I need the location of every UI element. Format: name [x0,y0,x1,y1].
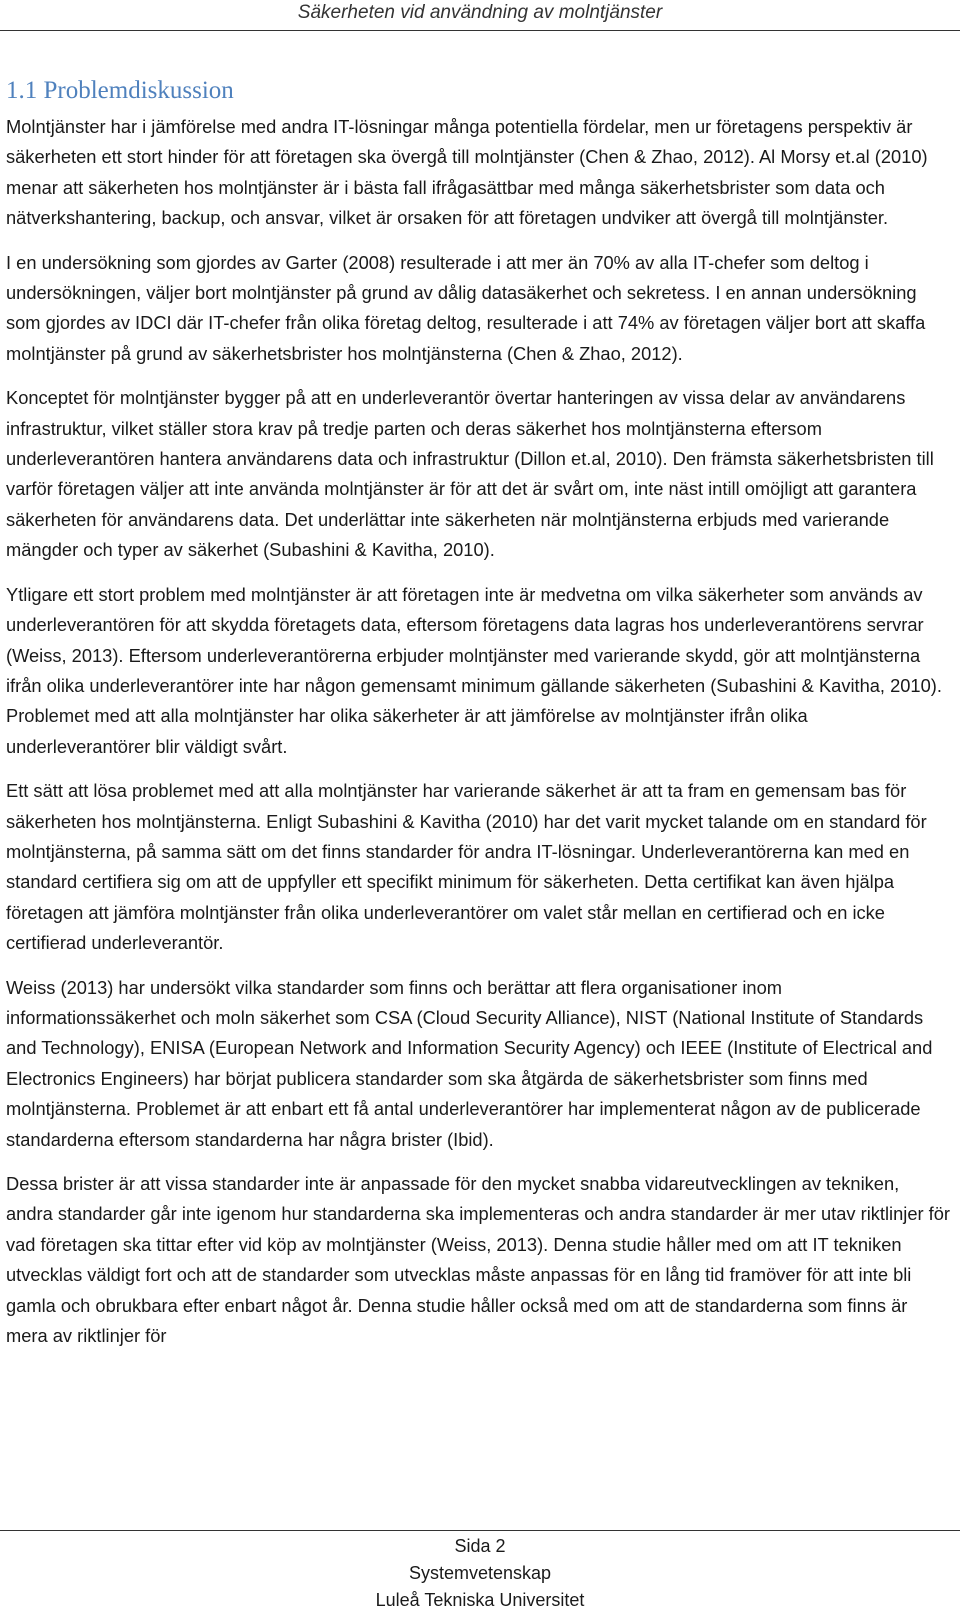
paragraph-7: Dessa brister är att vissa standarder inte är anpassade för den mycket snabba vidareutvecklingen av tekniken, andra standarder går inte igenom hur standarderna ska implementeras och andra standarder är mer utav riktlinjer för vad företagen ska tittar efter vid köp av molntjänster (Weiss, 2013). Denna studie håller med om att IT tekniken utvecklas väldigt fort och att de standarder som utvecklas måste anpassas för en lång tid framöver för att inte bli gamla och obrukbara efter enbart något år. Denna studie håller också med om att de standarderna som finns är mera av riktlinjer för [6,1173,951,1347]
running-title: Säkerheten vid användning av molntjänster [297,2,663,23]
paragraph-5: Ett sätt att lösa problemet med att alla molntjänster har varierande säkerhet är att ta fram en gemensam bas för säkerheten hos molntjänsterna. Enligt Subashini & Kavitha (2010) har det varit mycket talande om en standard för molntjänsterna, på samma sätt om det finns standarder för andra IT-lösningar. Underleverantörerna kan med en standard certifiera sig om att de uppfyller ett specifikt minimum för säkerheten. Detta certifikat kan även hjälpa företagen att jämföra molntjänster från olika underleverantörer om valet står mellan en certifierad och en icke certifierad underleverantör. [6,780,927,954]
page-header [0,0,960,31]
section-heading: 1.1 Problemdiskussion [6,77,234,104]
paragraph-1: Molntjänster har i jämförelse med andra IT-lösningar många potentiella fördelar, men ur företagens perspektiv är säkerheten ett stort hinder för att företagen ska övergå till molntjänster (Chen & Zhao, 2012). Al Morsy et.al (2010) menar att säkerheten hos molntjänster är i bästa fall ifrågasättbar med många säkerhetsbrister som data och nätverkshantering, backup, och ansvar, vilket är orsaken för att företagen undviker att övergå till molntjänster. [6,116,928,229]
paragraph-6: Weiss (2013) har undersökt vilka standarder som finns och berättar att flera organisationer inom informationssäkerhet och moln säkerhet som CSA (Cloud Security Alliance), NIST (National Institute of Standards and Technology), ENISA (European Network and Information Security Agency) och IEEE (Institute of Electrical and Electronics Engineers) har börjat publicera standarder som ska åtgärda de säkerhetsbrister som finns med molntjänsterna. Problemet är att enbart ett få antal underleverantörer har implementerat någon av de publicerade standarderna eftersom standarderna har några brister (Ibid). [6,976,933,1150]
document-body [6,76,950,1365]
page-number: Sida 2 [454,1536,506,1556]
paragraph-2: I en undersökning som gjordes av Garter (2008) resulterade i att mer än 70% av alla IT-chefer som deltog i undersökningen, väljer bort molntjänster på grund av dålig datasäkerhet och sekretess. I en annan undersökning som gjordes av IDCI där IT-chefer från olika företag deltog, resulterade i att 74% av företagen väljer bort att skaffa molntjänster på grund av säkerhetsbrister hos molntjänsterna (Chen & Zhao, 2012). [6,251,926,364]
paragraph-4: Ytligare ett stort problem med molntjänster är att företagen inte är medvetna om vilka säkerheter som används av underleverantören för att skydda företagets data, eftersom företagens data lagras hos underleverantörens servrar (Weiss, 2013). Eftersom underleverantörerna erbjuder molntjänster med varierande skydd, gör att molntjänsterna ifrån olika underleverantörer inte har någon gemensamt minimum gällande säkerheten (Subashini & Kavitha, 2010). Problemet med att alla molntjänster har olika säkerheter är att jämförelse av molntjänster ifrån olika underleverantörer blir väldigt svårt. [6,583,942,757]
university-name: Luleå Tekniska Universitet [375,1590,585,1610]
department-name: Systemvetenskap [408,1563,552,1583]
page-footer [0,1530,960,1613]
paragraph-3: Konceptet för molntjänster bygger på att en underleverantör övertar hanteringen av vissa delar av användarens infrastruktur, vilket ställer stora krav på tredje parten och deras säkerhet hos molntjänsterna eftersom underleverantören hantera användarens data och infrastruktur (Dillon et.al, 2010). Den främsta säkerhetsbristen till varför företagen väljer att inte använda molntjänster är för att det är svårt om, inte näst intill omöjligt att garantera säkerheten för användarens data. Det underlättar inte säkerheten när molntjänsterna erbjuds med varierande mängder och typer av säkerhet (Subashini & Kavitha, 2010). [6,387,934,561]
